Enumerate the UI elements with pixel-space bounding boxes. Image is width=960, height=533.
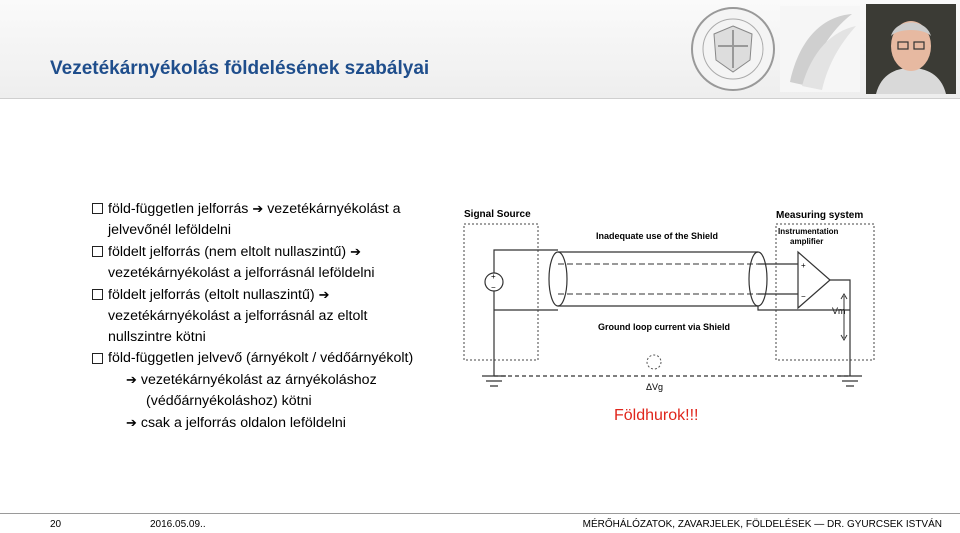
footer-date: 2016.05.09.. — [150, 519, 206, 530]
arrow-right-icon: ➔ — [252, 201, 264, 216]
bullet-item: föld-független jelvevő (árnyékolt / védőárnyékolt) — [92, 348, 472, 369]
shield-grounding-diagram — [458, 200, 878, 425]
ground-icon — [482, 376, 506, 386]
svg-text:+: + — [801, 261, 806, 270]
signal-source-box — [464, 224, 538, 360]
slide-header — [0, 0, 960, 99]
bullet-item: földelt jelforrás (eltolt nullaszintű) ➔ — [92, 284, 472, 306]
instrumentation-label: Instrumentation — [778, 227, 839, 236]
signal-source-label: Signal Source — [464, 209, 531, 220]
bullet-list: föld-független jelforrás ➔ vezetékárnyékolást a jelvevőnél leföldelni földelt jelforrás (nem eltolt nullaszintű) ➔ vezetékárnyékolást a jelforrásnál leföldelni földelt jelforrás (eltolt nullaszintű) ➔ vezetékárnyékolást a jelforrásnál az eltolt nullszintre kötni föld-független jelvevő (árnyékolt / védőárnyékolt) ➔ vezetékárnyékolást az árnyékoláshoz (védőárnyékoláshoz) kötni ➔ csak a jelforrás oldalon leföldelni — [92, 198, 472, 434]
checkbox-bullet-icon — [92, 203, 103, 214]
page-number: 20 — [50, 519, 62, 530]
arrow-right-icon: ➔ — [126, 415, 137, 430]
slide-title: Vezetékárnyékolás földelésének szabályai — [50, 58, 430, 79]
arrow-right-icon: ➔ — [318, 287, 330, 302]
ground-icon — [838, 376, 862, 386]
faculty-logo — [780, 6, 860, 92]
ground-loop-label: Ground loop current via Shield — [598, 322, 731, 332]
vm-label: Vm — [832, 306, 846, 316]
checkbox-bullet-icon — [92, 246, 103, 257]
university-seal-logo — [690, 6, 776, 92]
arrow-right-icon: ➔ — [126, 372, 137, 387]
bullet-item: földelt jelforrás (nem eltolt nullaszintű) ➔ — [92, 241, 472, 263]
svg-text:+: + — [491, 272, 496, 281]
checkbox-bullet-icon — [92, 289, 103, 300]
bullet-item: föld-független jelforrás ➔ vezetékárnyékolást a — [92, 198, 472, 220]
svg-text:−: − — [801, 292, 806, 301]
arrow-right-icon: ➔ — [350, 244, 361, 259]
amplifier-label: amplifier — [790, 237, 824, 246]
delta-vg-label: ΔVg — [646, 382, 664, 392]
footer-course-author: MÉRŐHÁLÓZATOK, ZAVARJELEK, FÖLDELÉSEK — DR. GYURCSEK ISTVÁN — [582, 519, 942, 530]
measuring-system-label: Measuring system — [776, 210, 864, 221]
portrait-photo — [866, 4, 956, 94]
slide-footer — [0, 513, 960, 533]
inadequate-shield-label: Inadequate use of the Shield — [596, 231, 719, 241]
ground-loop-caption: Földhurok!!! — [614, 407, 699, 424]
checkbox-bullet-icon — [92, 353, 103, 364]
svg-text:−: − — [491, 283, 496, 292]
